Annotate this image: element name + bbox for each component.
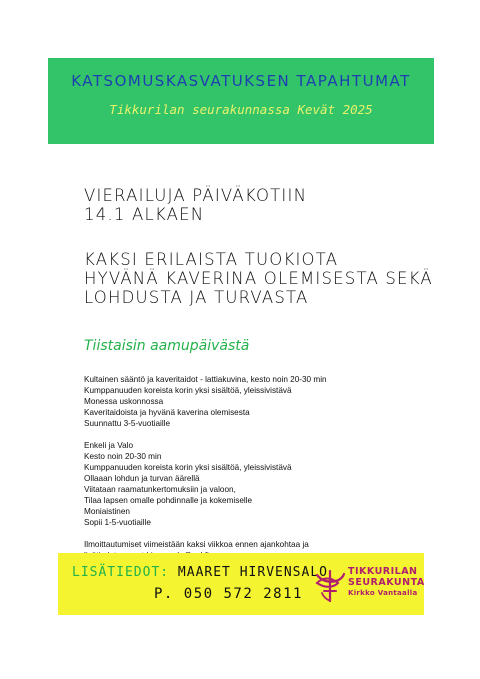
body-line: Tilaa lapsen omalle pohdinnalle ja kokemiselle — [84, 496, 253, 505]
body-line: Kaveritaidoista ja hyvänä kaverina olemisesta — [84, 408, 250, 417]
info-label: LISÄTIEDOT: — [72, 565, 170, 580]
body-line: Enkeli ja Valo — [84, 441, 134, 450]
paragraph-gap — [84, 528, 424, 539]
header-banner — [48, 58, 434, 144]
footer-contact-line — [72, 565, 328, 580]
logo-line1: TIKKURILAN — [348, 566, 418, 577]
headline-sessions-line2: HYVÄNÄ KAVERINA OLEMISESTA SEKÄ — [84, 269, 433, 288]
paragraph-gap — [84, 429, 424, 440]
body-line: Sopii 1-5-vuotiaille — [84, 518, 151, 527]
header-title: KATSOMUSKASVATUKSEN TAPAHTUMAT — [71, 72, 411, 90]
body-line: Suunnattu 3-5-vuotiaille — [84, 419, 171, 428]
body-line: Kultainen sääntö ja kaveritaidot - lattiakuvina, kesto noin 20-30 min — [84, 375, 327, 384]
headline-sessions — [84, 250, 433, 307]
body-line: Viitataan raamatunkertomuksiin ja valoon, — [84, 485, 236, 494]
parish-logo-icon — [314, 565, 346, 605]
logo-line3: Kirkko Vantaalla — [348, 589, 418, 597]
logo-line2: SEURAKUNTA — [348, 577, 425, 588]
phone-number: P. 050 572 2811 — [154, 586, 303, 602]
body-line: Monessa uskonnossa — [84, 397, 164, 406]
section-title: Tiistaisin aamupäivästä — [84, 338, 250, 354]
headline-visits-line1: VIERAILUJA PÄIVÄKOTIIN — [84, 186, 308, 205]
header-subtitle: Tikkurilan seurakunnassa Kevät 2025 — [109, 102, 373, 117]
headline-visits — [84, 186, 307, 224]
headline-sessions-line3: LOHDUSTA JA TURVASTA — [84, 288, 309, 307]
body-line: Ilmoittautumiset viimeistään kaksi viikkoa ennen ajankohtaa ja — [84, 540, 309, 549]
headline-visits-line2: 14.1 ALKAEN — [84, 205, 205, 224]
body-line: Kumppanuuden koreista korin yksi sisältöä, yleissivistävä — [84, 463, 292, 472]
headline-sessions-line1: KAKSI ERILAISTA TUOKIOTA — [84, 250, 339, 269]
body-text — [84, 374, 424, 561]
footer-banner — [58, 553, 424, 615]
body-line: Kumppanuuden koreista korin yksi sisältöä, yleissivistävä — [84, 386, 292, 395]
contact-name: MAARET HIRVENSALO — [177, 565, 328, 580]
body-line: Moniaistinen — [84, 507, 130, 516]
body-line: Kesto noin 20-30 min — [84, 452, 162, 461]
parish-logo-text — [348, 566, 425, 598]
body-line: Ollaaan lohdun ja turvan äärellä — [84, 474, 200, 483]
